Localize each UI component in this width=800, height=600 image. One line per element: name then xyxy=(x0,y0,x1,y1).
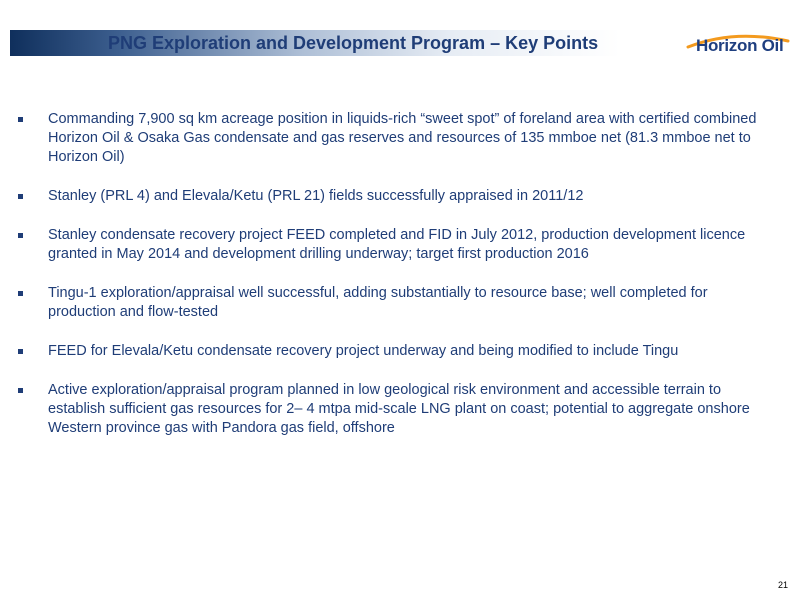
square-bullet-icon xyxy=(18,117,23,122)
bullet-text: FEED for Elevala/Ketu condensate recovery project underway and being modified to include Tingu xyxy=(48,343,679,359)
bullet-text: Commanding 7,900 sq km acreage position in liquids-rich “sweet spot” of foreland area with certified combined Horizon Oil & Osaka Gas condensate and gas reserves and resources of 135 mmboe net (81.3 mmboe net to Horizon Oil) xyxy=(48,111,757,165)
square-bullet-icon xyxy=(18,349,23,354)
list-item xyxy=(16,381,776,438)
list-item xyxy=(16,226,776,264)
list-item xyxy=(16,187,776,206)
logo-text: Horizon Oil xyxy=(696,36,784,55)
bullet-text: Stanley (PRL 4) and Elevala/Ketu (PRL 21) fields successfully appraised in 2011/12 xyxy=(48,188,584,204)
bullet-text: Active exploration/appraisal program planned in low geological risk environment and accessible terrain to establish sufficient gas resources for 2– 4 mtpa mid-scale LNG plant on coast; potential to aggregate onshore Western province gas with Pandora gas field, offshore xyxy=(48,382,750,436)
slide-title: PNG Exploration and Development Program – Key Points xyxy=(108,33,599,53)
list-item xyxy=(16,284,776,322)
horizon-oil-logo xyxy=(684,27,792,71)
page-number: 21 xyxy=(777,580,788,590)
list-item xyxy=(16,342,776,361)
bullet-text: Tingu-1 exploration/appraisal well successful, adding substantially to resource base; well completed for production and flow-tested xyxy=(48,285,708,320)
list-item xyxy=(16,110,776,167)
square-bullet-icon xyxy=(18,388,23,393)
key-points-list xyxy=(16,110,776,438)
bullet-text: Stanley condensate recovery project FEED completed and FID in July 2012, production development licence granted in May 2014 and development drilling underway; target first production 2016 xyxy=(48,227,746,262)
square-bullet-icon xyxy=(18,194,23,199)
square-bullet-icon xyxy=(18,291,23,296)
square-bullet-icon xyxy=(18,233,23,238)
